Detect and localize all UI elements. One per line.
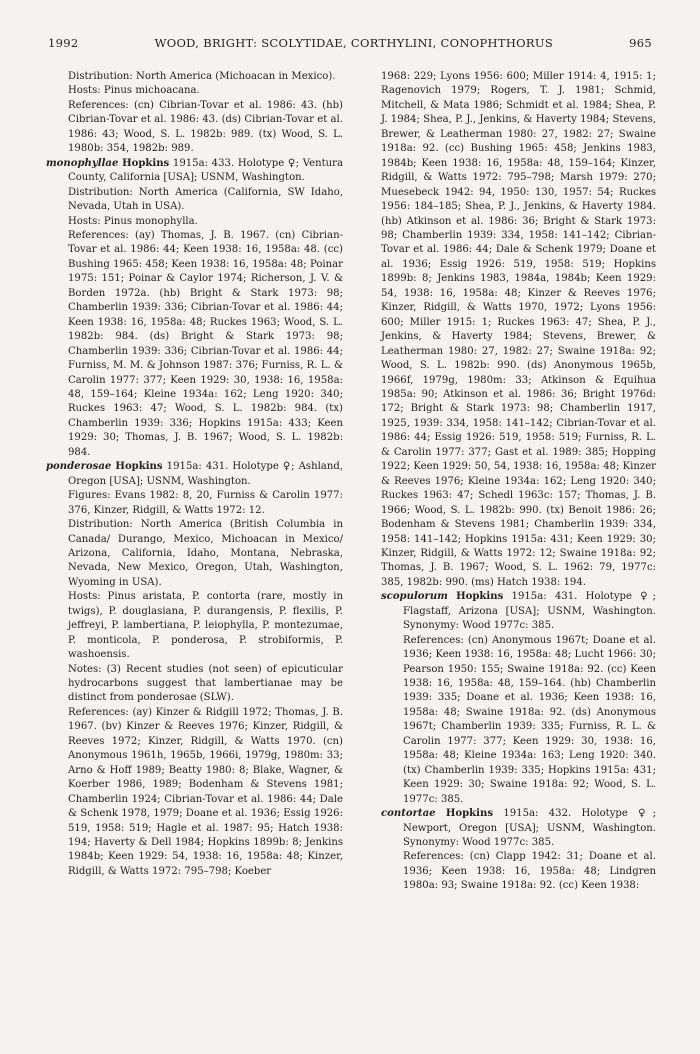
species-author: Hopkins	[122, 157, 170, 169]
header-year: 1992	[48, 36, 79, 50]
paragraph-text: References: (ay) Thomas, J. B. 1967. (cn) Cibrian-Tovar et al. 1986: 44; Keen 1938: 16, 1958a: 48. (cc) Bushing 1965: 458; Keen 1938: 16, 1958a: 48; Poinar 1975: 151; Poinar & Caylor 1974; Richerson, J. V. & Borden 1972a. (hb) Bright & Stark 1973: 98; Chamberlin 1939: 336; Cibrian-Tovar et al. 1986: 44; Keen 1938: 16, 1958a: 48; Ruckes 1963; Wood, S. L. 1982b: 984. (ds) Bright & Stark 1973: 98; Chamberlin 1939: 336; Cibrian-Tovar et al. 1986: 44; Furniss, M. M. & Johnson 1987: 376; Furniss, R. L. & Carolin 1977: 377; Keen 1929: 30, 1938: 16, 1958a: 48, 159–164; Kleine 1934a: 162; Leng 1920: 340; Ruckes 1963: 47; Wood, S. L. 1982b: 984. (tx) Chamberlin 1939: 336; Hopkins 1915a: 433; Keen 1929: 30; Thomas, J. B. 1967; Wood, S. L. 1982b: 984.	[68, 229, 343, 458]
header-running-title: WOOD, BRIGHT: SCOLYTIDAE, CORTHYLINI, CONOPHTHORUS	[154, 36, 554, 50]
paragraph-text: Hosts: Pinus monophylla.	[68, 215, 198, 227]
entry-paragraph	[46, 663, 343, 706]
species-entry	[46, 460, 343, 489]
paragraph-text: References: (cn) Anonymous 1967t; Doane et al. 1936; Keen 1938: 16, 1958a: 48; Lucht 1966: 30; Pearson 1950: 155; Swaine 1918a: 92. (cc) Keen 1938: 16, 1958a: 48, 159–164. (hb) Chamberlin 1939: 335; Doane et al. 1936; Keen 1938: 16, 1958a: 48; Swaine 1918a: 92. (ds) Anonymous 1967t; Chamberlin 1939: 335; Furniss, R. L. & Carolin 1977: 377; Keen 1929: 30, 1938: 16, 1958a: 48; Kleine 1934a: 163; Leng 1920: 340. (tx) Chamberlin 1939: 335; Hopkins 1915a: 431; Keen 1929: 30; Swaine 1918a: 92; Wood, S. L. 1977c: 385.	[403, 634, 656, 805]
entry-paragraph	[46, 590, 343, 662]
species-name: scopulorum	[381, 591, 448, 603]
entry-paragraph	[46, 186, 343, 215]
paragraph-text: References: (ay) Kinzer & Ridgill 1972; Thomas, J. B. 1967. (bv) Kinzer & Reeves 1976; Kinzer, Ridgill, & Reeves 1972; Kinzer, Ridgill, & Watts 1970. (cn) Anonymous 1961h, 1965b, 1966i, 1979g, 1980m: 33; Arno & Hoff 1989; Beatty 1980: 8; Blake, Wagner, & Koerber 1986, 1989; Bodenham & Stevens 1981; Chamberlin 1924; Cibrian-Tovar et al. 1986: 44; Dale & Schenk 1978, 1979; Doane et al. 1936; Essig 1926: 519, 1958: 519; Hagle et al. 1987: 95; Hatch 1938: 194; Haverty & Dell 1984; Hopkins 1899b: 8; Jenkins 1984b; Keen 1929: 54, 1938: 16, 1958a: 48; Kinzer, Ridgill, & Watts 1972: 795–798; Koeber	[68, 706, 343, 877]
species-author: Hopkins	[456, 591, 504, 603]
entry-paragraph	[46, 215, 343, 229]
entry-paragraph	[46, 229, 343, 460]
paragraph-text: Distribution: North America (Michoacan in Mexico).	[68, 71, 336, 82]
entry-paragraph	[359, 70, 656, 590]
paragraph-text: 1915a: 431. Holotype ♀; Flagstaff, Arizona [USA]; USNM, Washington. Synonymy: Wood 1977c: 385.	[403, 591, 656, 632]
paragraph-text: References: (cn) Clapp 1942: 31; Doane et al. 1936; Keen 1938: 16, 1958a: 48; Lindgren 1980a: 93; Swaine 1918a: 92. (cc) Keen 1938:	[403, 851, 656, 892]
entry-paragraph	[46, 70, 343, 84]
left-column	[46, 70, 343, 894]
paragraph-text: Distribution: North America (California, SW Idaho, Nevada, Utah in USA).	[68, 186, 343, 213]
entry-paragraph	[46, 706, 343, 879]
paragraph-text: 1968: 229; Lyons 1956: 600; Miller 1914: 4, 1915: 1; Ragenovich 1979; Rogers, T. J. 1981; Schmid, Mitchell, & Mata 1986; Schmidt et al. 1984; Shea, P. J. 1984; Shea, P. J., Jenkins, & Haverty 1984; Stevens, Brewer, & Leatherman 1980: 27, 1982: 27; Swaine 1918a: 92. (cc) Bushing 1965: 458; Jenkins 1983, 1984b; Keen 1938: 16, 1958a: 48, 159–164; Kinzer, Ridgill, & Watts 1972: 795–798; Marsh 1979: 270; Muesebeck 1942: 94, 1950: 130, 1957: 54; Ruckes 1956: 184–185; Shea, P. J., Jenkins, & Haverty 1984. (hb) Atkinson et al. 1986: 36; Bright & Stark 1973: 98; Chamberlin 1939: 334, 1958: 141–142; Cibrian-Tovar et al. 1986: 44; Dale & Schenk 1979; Doane et al. 1936; Essig 1926: 519, 1958: 519; Hopkins 1899b: 8; Jenkins 1983, 1984a, 1984b; Keen 1929: 54, 1938: 16, 1958a: 48; Kinzer & Reeves 1976; Kinzer, Ridgill, & Watts 1970, 1972; Lyons 1956: 600; Miller 1915: 1; Ruckes 1963: 47; Shea, P. J., Jenkins, & Haverty 1984; Stevens, Brewer, & Leatherman 1980: 27, 1982: 27; Swaine 1918a: 92; Wood, S. L. 1982b: 990. (ds) Anonymous 1965b, 1966f, 1979g, 1980m: 33; Atkinson & Equihua 1985a: 90; Atkinson et al. 1986: 36; Bright 1976d: 172; Bright & Stark 1973: 98; Chamberlin 1917, 1925, 1939: 334, 1958: 141–142; Cibrian-Tovar et al. 1986: 44; Essig 1926: 519, 1958: 519; Furniss, R. L. & Carolin 1977: 377; Gast et al. 1989: 385; Hopping 1922; Keen 1929: 50, 54, 1938: 16, 1958a: 48; Kinzer & Reeves 1976; Kleine 1934a: 162; Leng 1920: 340; Ruckes 1963: 47; Schedl 1963c: 157; Thomas, J. B. 1966; Wood, S. L. 1982b: 990. (tx) Benoit 1986: 26; Bodenham & Stevens 1981; Chamberlin 1939: 334, 1958: 141–142; Hopkins 1915a: 431; Keen 1929: 30; Kinzer, Ridgill, & Watts 1972: 12; Swaine 1918a: 92; Thomas, J. B. 1967; Wood, S. L. 1962: 79, 1977c: 385, 1982b: 990. (ms) Hatch 1938: 194.	[381, 71, 656, 588]
entry-paragraph	[46, 84, 343, 98]
species-name: contortae	[381, 808, 436, 820]
entry-paragraph	[46, 99, 343, 157]
paragraph-text: Hosts: Pinus aristata, P. contorta (rare, mostly in twigs), P. douglasiana, P. durangensis, P. flexilis, P. jeffreyi, P. lambertiana, P. leiophylla, P. montezumae, P. monticola, P. ponderosa, P. strobiformis, P. washoensis.	[68, 591, 343, 661]
text-columns	[46, 70, 656, 894]
species-entry	[359, 590, 656, 633]
paragraph-text: References: (cn) Cibrian-Tovar et al. 1986: 43. (hb) Cibrian-Tovar et al. 1986: 43. (ds) Cibrian-Tovar et al. 1986: 43; Wood, S. L. 1982b: 989. (tx) Wood, S. L. 1980b: 354, 1982b: 989.	[68, 99, 343, 155]
species-author: Hopkins	[115, 461, 163, 473]
species-name: ponderosae	[46, 461, 112, 473]
entry-paragraph	[46, 489, 343, 518]
right-column	[359, 70, 656, 894]
running-header	[48, 36, 652, 50]
paragraph-text: Hosts: Pinus michoacana.	[68, 85, 200, 97]
paragraph-text: Figures: Evans 1982: 8, 20, Furniss & Carolin 1977: 376, Kinzer, Ridgill, & Watts 1972: 12.	[68, 490, 343, 516]
header-page-number: 965	[629, 36, 652, 50]
entry-paragraph	[359, 634, 656, 807]
paragraph-text: Distribution: North America (British Columbia in Canada/ Durango, Mexico, Michoacan in Mexico/ Arizona, California, Idaho, Montana, Nebraska, Nevada, New Mexico, Oregon, Utah, Washington, Wyoming in USA).	[68, 519, 343, 588]
species-entry	[46, 157, 343, 186]
paragraph-text: 1915a: 432. Holotype ♀; Newport, Oregon [USA]; USNM, Washington. Synonymy: Wood 1977c: 385.	[403, 808, 656, 849]
paragraph-text: 1915a: 433. Holotype ♀; Ventura County, California [USA]; USNM, Washington.	[68, 157, 343, 184]
entry-paragraph	[46, 518, 343, 590]
species-entry	[359, 807, 656, 850]
species-name: monophyllae	[46, 157, 119, 169]
paragraph-text: 1915a: 431. Holotype ♀; Ashland, Oregon [USA]; USNM, Washington.	[68, 461, 343, 487]
species-author: Hopkins	[445, 808, 494, 820]
entry-paragraph	[359, 850, 656, 893]
paragraph-text: Notes: (3) Recent studies (not seen) of epicuticular hydrocarbons suggest that lambertianae may be distinct from ponderosae (SLW).	[68, 663, 343, 704]
